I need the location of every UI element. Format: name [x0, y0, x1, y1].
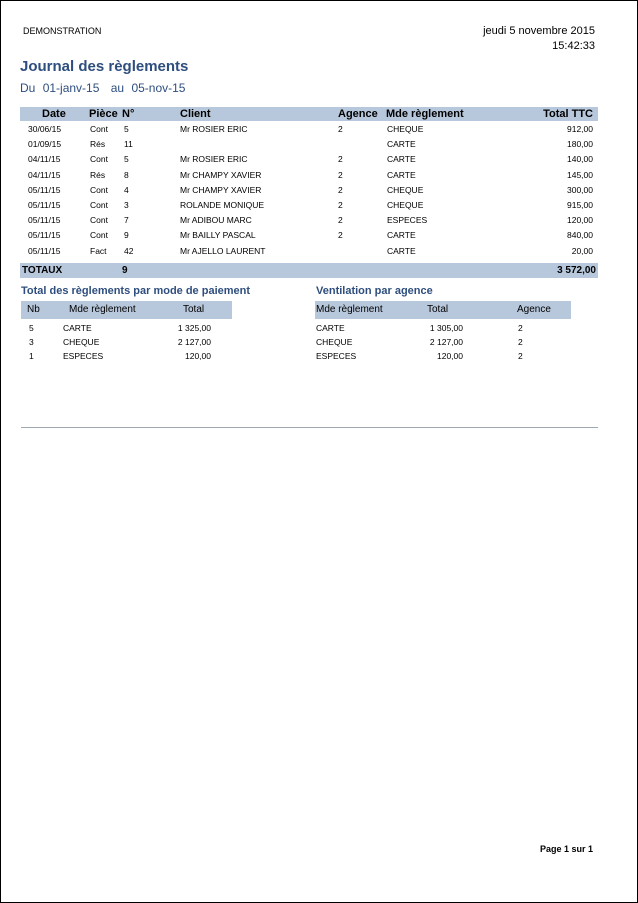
row-piece: Cont	[90, 124, 108, 134]
by-agency-col-agence: Agence	[517, 304, 551, 315]
row-agence: 2	[338, 169, 343, 180]
report-datetime	[483, 24, 595, 54]
by-mode-mode: CARTE	[63, 323, 92, 333]
by-agency-mode: CARTE	[316, 323, 345, 333]
row-mode: CARTE	[387, 169, 416, 180]
row-date: 05/11/15	[28, 199, 61, 210]
row-piece: Cont	[90, 154, 108, 165]
table-row	[20, 228, 598, 243]
by-mode-nb: 1	[29, 351, 34, 361]
table-row	[20, 122, 598, 137]
period-from: 01-janv-15	[42, 81, 100, 95]
by-agency-row	[315, 350, 571, 364]
row-piece: Cont	[90, 199, 108, 210]
row-agence: 2	[338, 215, 343, 226]
row-mode: CARTE	[387, 154, 416, 165]
row-client: ROLANDE MONIQUE	[180, 199, 265, 210]
col-num: N°	[122, 108, 135, 120]
row-num: 42	[124, 245, 134, 256]
by-agency-agence: 2	[518, 337, 523, 347]
row-num: 8	[124, 169, 129, 180]
row-mode: CARTE	[387, 245, 416, 256]
payments-table-body	[20, 122, 598, 259]
by-mode-title: Total des règlements par mode de paiement	[21, 285, 251, 297]
by-agency-agence: 2	[518, 351, 523, 361]
row-total: 120,00	[567, 215, 593, 226]
by-agency-body	[315, 322, 571, 364]
by-agency-col-mode: Mde règlement	[316, 304, 383, 315]
by-mode-total: 120,00	[185, 351, 211, 361]
page-number: Page 1 sur 1	[539, 844, 593, 854]
by-agency-agence: 2	[518, 323, 523, 333]
by-mode-body	[21, 322, 232, 364]
table-row	[20, 244, 598, 259]
row-total: 915,00	[567, 199, 593, 210]
row-client: Mr AJELLO LAURENT	[180, 245, 266, 256]
period-au-label: au	[110, 81, 125, 95]
row-client: Mr ADIBOU MARC	[180, 215, 252, 226]
table-row	[20, 152, 598, 167]
row-date: 04/11/15	[28, 154, 61, 165]
row-mode: CHEQUE	[387, 184, 424, 195]
row-num: 5	[124, 124, 129, 134]
by-mode-total: 1 325,00	[177, 323, 211, 333]
row-num: 11	[124, 139, 133, 150]
row-piece: Fact	[90, 245, 107, 256]
row-total: 840,00	[567, 230, 593, 241]
row-total: 20,00	[571, 245, 593, 256]
row-total: 300,00	[567, 184, 593, 195]
by-agency-mode: CHEQUE	[316, 337, 353, 347]
period-to: 05-nov-15	[131, 81, 186, 95]
row-date: 30/06/15	[28, 124, 62, 134]
row-date: 05/11/15	[28, 184, 61, 195]
company-name: DEMONSTRATION	[23, 26, 102, 36]
table-row	[20, 213, 598, 228]
by-mode-mode: ESPECES	[63, 351, 104, 361]
row-agence: 2	[338, 124, 343, 134]
by-mode-col-nb: Nb	[27, 304, 40, 315]
row-num: 9	[124, 230, 129, 241]
row-piece: Rés	[90, 139, 106, 150]
report-time: 15:42:33	[552, 40, 595, 52]
by-mode-row	[21, 350, 232, 364]
by-agency-col-total: Total	[427, 304, 449, 315]
row-num: 3	[124, 199, 129, 210]
row-piece: Cont	[90, 215, 108, 226]
col-piece: Pièce	[89, 108, 118, 120]
col-total: Total TTC	[543, 108, 593, 120]
row-num: 7	[124, 215, 129, 226]
by-mode-col-mode: Mde règlement	[69, 304, 136, 315]
row-mode: CHEQUE	[387, 199, 424, 210]
row-total: 145,00	[567, 169, 593, 180]
row-mode: CARTE	[387, 230, 416, 241]
by-agency-header	[315, 301, 571, 319]
table-row	[20, 168, 598, 183]
report-period	[20, 81, 189, 95]
totals-label: TOTAUX	[22, 265, 63, 276]
by-mode-col-total: Total	[183, 304, 205, 315]
report-title: Journal des règlements	[20, 58, 189, 75]
by-mode-total: 2 127,00	[177, 337, 211, 347]
row-total: 140,00	[567, 154, 593, 165]
row-client: Mr CHAMPY XAVIER	[180, 184, 262, 195]
by-agency-row	[315, 336, 571, 350]
by-agency-total: 2 127,00	[429, 337, 463, 347]
period-du-label: Du	[20, 81, 36, 95]
table-row	[20, 137, 598, 152]
col-mode: Mde règlement	[386, 108, 464, 120]
by-mode-nb: 3	[29, 337, 34, 347]
row-piece: Rés	[90, 169, 106, 180]
row-date: 05/11/15	[28, 245, 61, 256]
by-agency-row	[315, 322, 571, 336]
col-agence: Agence	[338, 108, 378, 120]
col-date: Date	[42, 108, 66, 120]
row-num: 4	[124, 184, 129, 195]
row-mode: ESPECES	[387, 215, 428, 226]
row-piece: Cont	[90, 230, 108, 241]
report-date: jeudi 5 novembre 2015	[483, 25, 595, 37]
row-piece: Cont	[90, 184, 108, 195]
row-client: Mr BAILLY PASCAL	[180, 230, 256, 241]
by-agency-total: 120,00	[437, 351, 463, 361]
by-mode-header	[21, 301, 232, 319]
table-row	[20, 198, 598, 213]
divider	[21, 427, 598, 428]
row-date: 05/11/15	[28, 230, 61, 241]
payments-table-header	[20, 107, 598, 121]
row-client: Mr CHAMPY XAVIER	[180, 169, 262, 180]
totals-amount: 3 572,00	[557, 265, 596, 276]
row-agence: 2	[338, 199, 343, 210]
row-date: 04/11/15	[28, 169, 61, 180]
row-agence: 2	[338, 154, 343, 165]
by-agency-title: Ventilation par agence	[316, 285, 433, 297]
table-row	[20, 183, 598, 198]
row-num: 5	[124, 154, 129, 165]
row-date: 01/09/15	[28, 139, 62, 150]
row-total: 180,00	[567, 139, 593, 150]
totals-count: 9	[122, 265, 128, 276]
by-agency-mode: ESPECES	[316, 351, 357, 361]
by-mode-nb: 5	[29, 323, 34, 333]
by-mode-row	[21, 336, 232, 350]
row-mode: CHEQUE	[387, 124, 424, 134]
row-client: Mr ROSIER ERIC	[180, 154, 248, 165]
row-mode: CARTE	[387, 139, 416, 150]
by-mode-row	[21, 322, 232, 336]
row-client: Mr ROSIER ERIC	[180, 124, 248, 134]
row-total: 912,00	[567, 124, 593, 134]
by-mode-mode: CHEQUE	[63, 337, 100, 347]
totals-row	[20, 263, 598, 278]
col-client: Client	[180, 108, 211, 120]
by-agency-total: 1 305,00	[429, 323, 463, 333]
row-agence: 2	[338, 184, 343, 195]
row-agence: 2	[338, 230, 343, 241]
row-date: 05/11/15	[28, 215, 61, 226]
